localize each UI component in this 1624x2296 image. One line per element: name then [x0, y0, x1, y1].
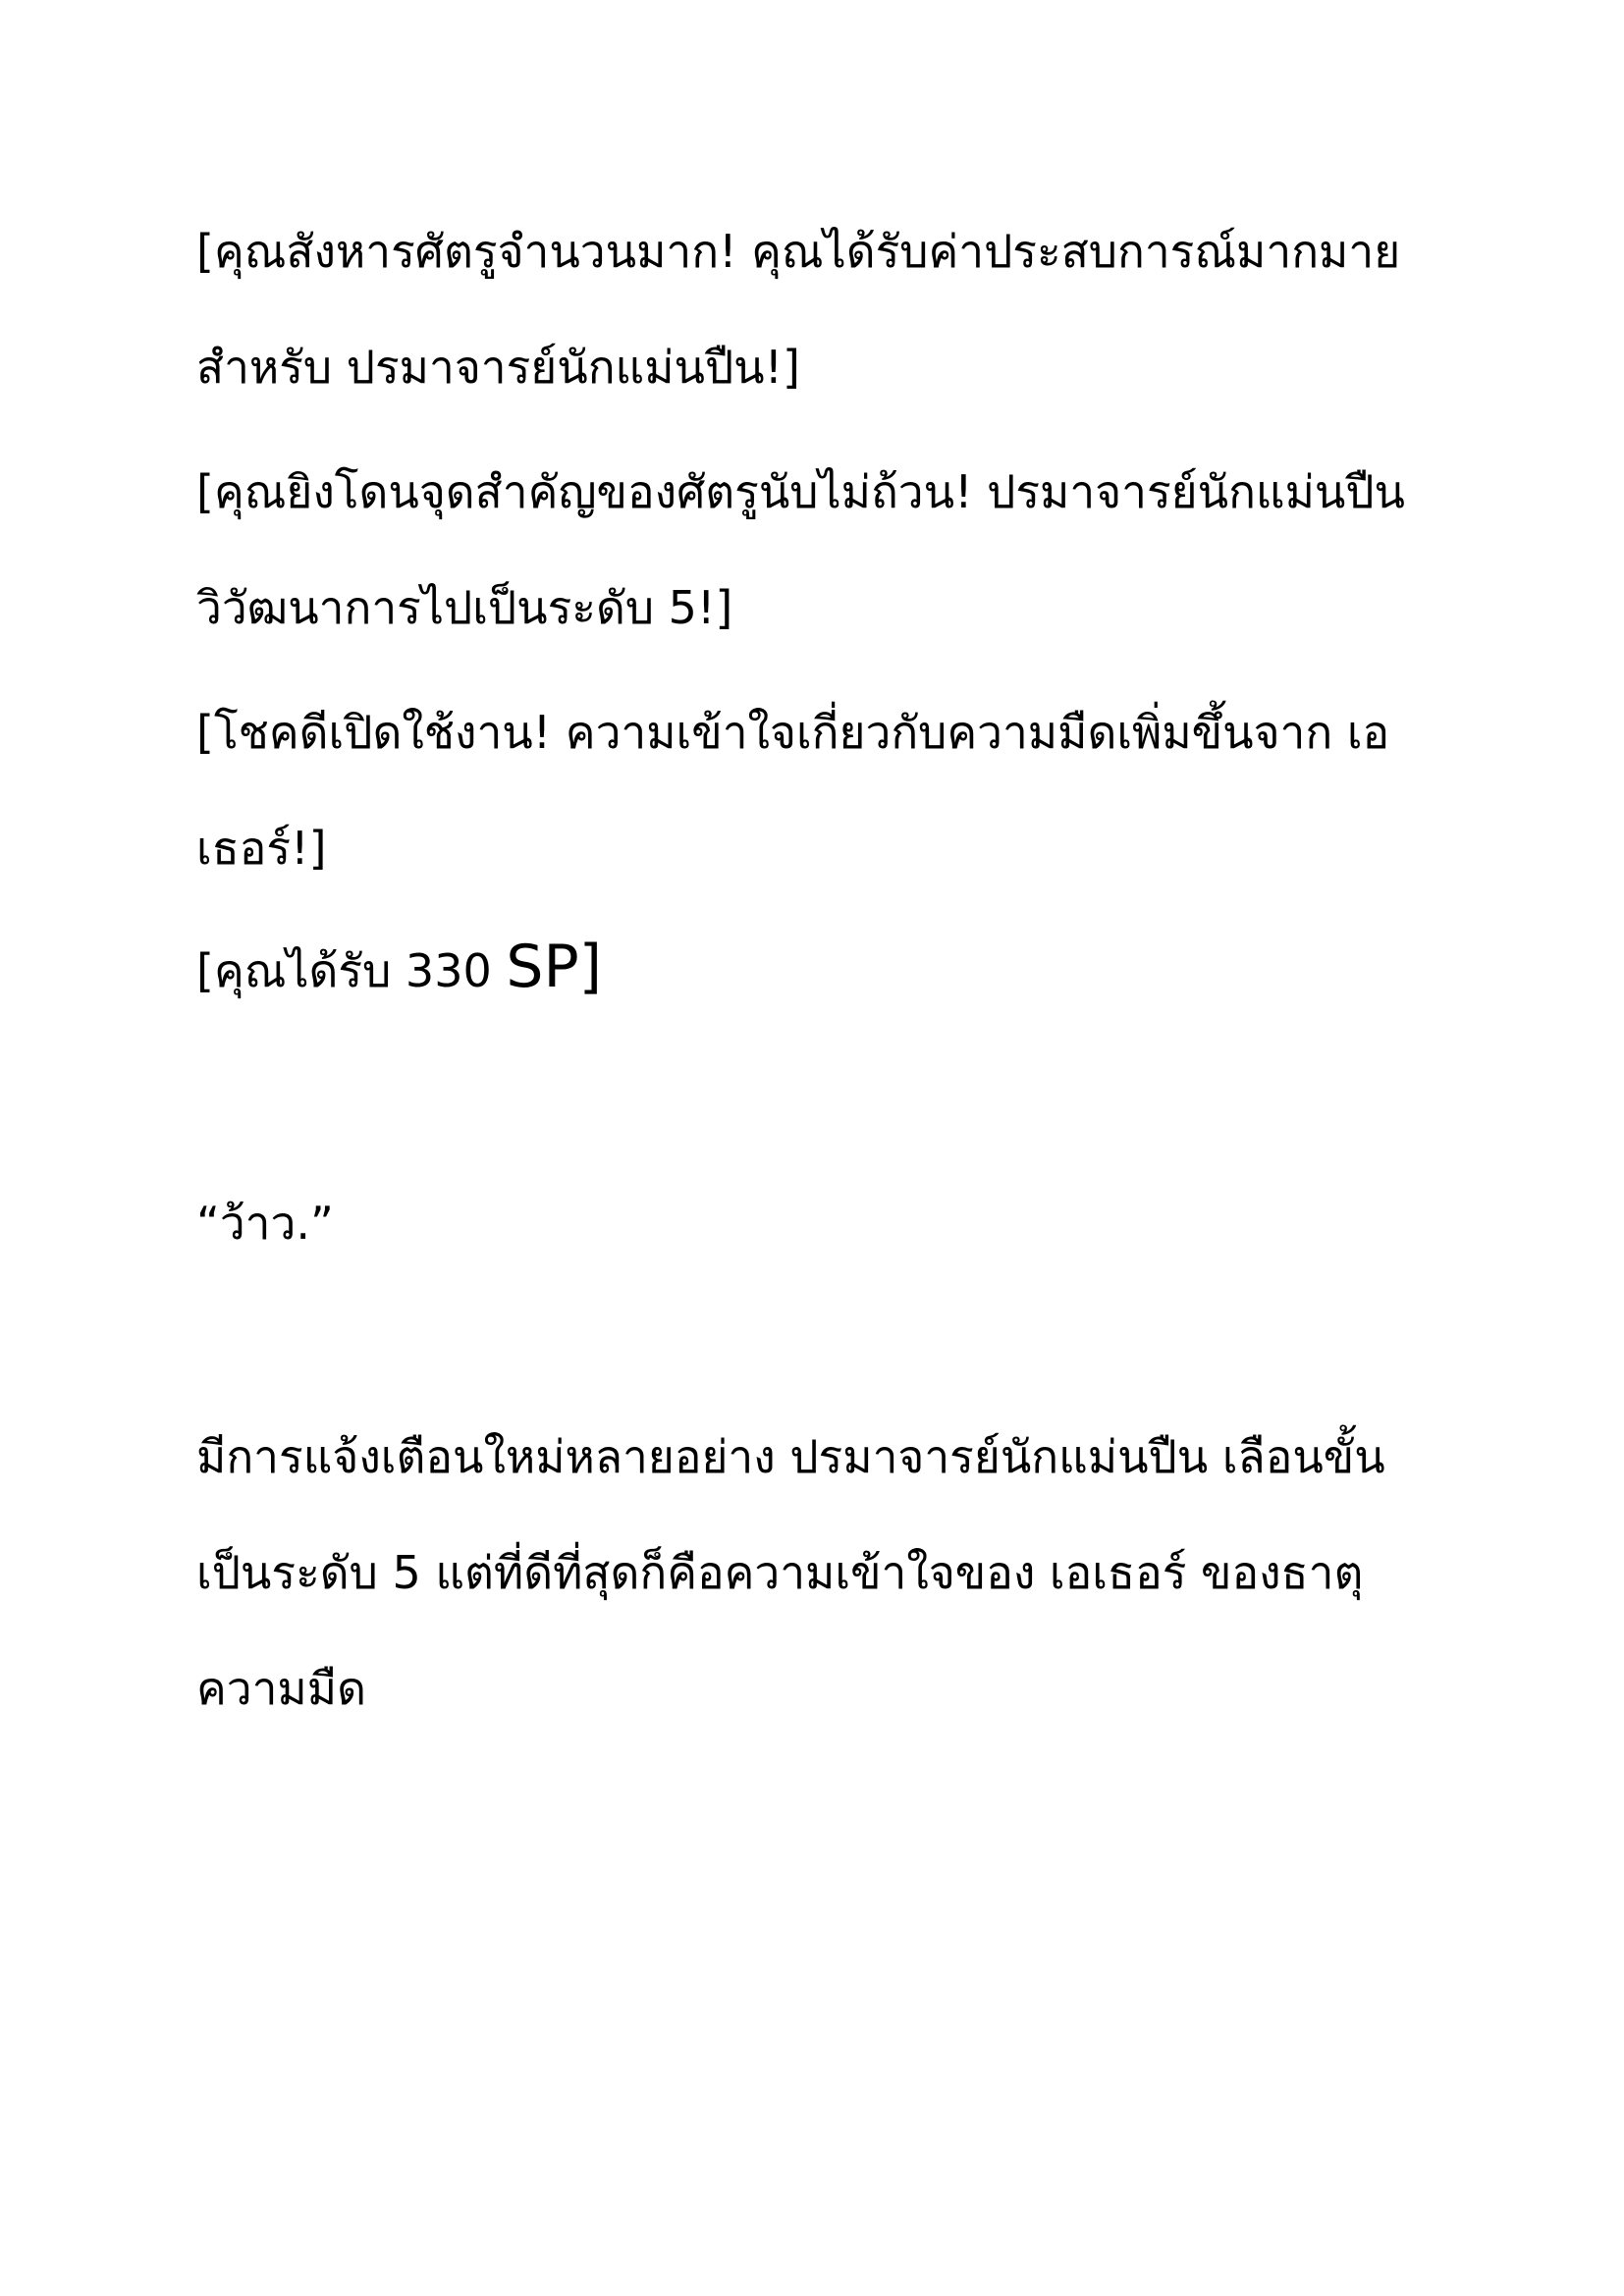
notification-1-line-2: สำหรับ ปรมาจารย์นักแม่นปืน!]: [196, 341, 801, 394]
narration-line-3: ความมืด: [196, 1662, 366, 1715]
notification-3-line-1: [โชคดีเปิดใช้งาน! ความเข้าใจเกี่ยวกับความมืดเพิ่มขึ้นจาก เอ: [196, 706, 1390, 759]
narration-line-2: เป็นระดับ 5 แต่ที่ดีที่สุดก็คือความเข้าใจของ เอเธอร์ ของธาตุ: [196, 1546, 1364, 1599]
narration-line-1: มีการแจ้งเตือนใหม่หลายอย่าง ปรมาจารย์นักแม่นปืน เลือนขั้น: [196, 1430, 1385, 1483]
sp-gain-prefix: [คุณได้รับ 330: [196, 944, 507, 997]
dialogue-line: “ว้าว.”: [196, 1197, 334, 1250]
notification-1-line-1: [คุณสังหารศัตรูจำนวนมาก! คุณได้รับค่าประสบการณ์มากมาย: [196, 225, 1401, 278]
sp-gain-line: [196, 933, 1473, 1007]
notification-2-line-1: [คุณยิงโดนจุดสำคัญของศัตรูนับไม่ถ้วน! ปรมาจารย์นักแม่นปืน: [196, 465, 1405, 518]
sp-gain-suffix: SP]: [506, 933, 603, 1001]
notification-2-line-2: วิวัฒนาการไปเป็นระดับ 5!]: [196, 581, 733, 634]
notification-3-line-2: เธอร์!]: [196, 822, 327, 875]
